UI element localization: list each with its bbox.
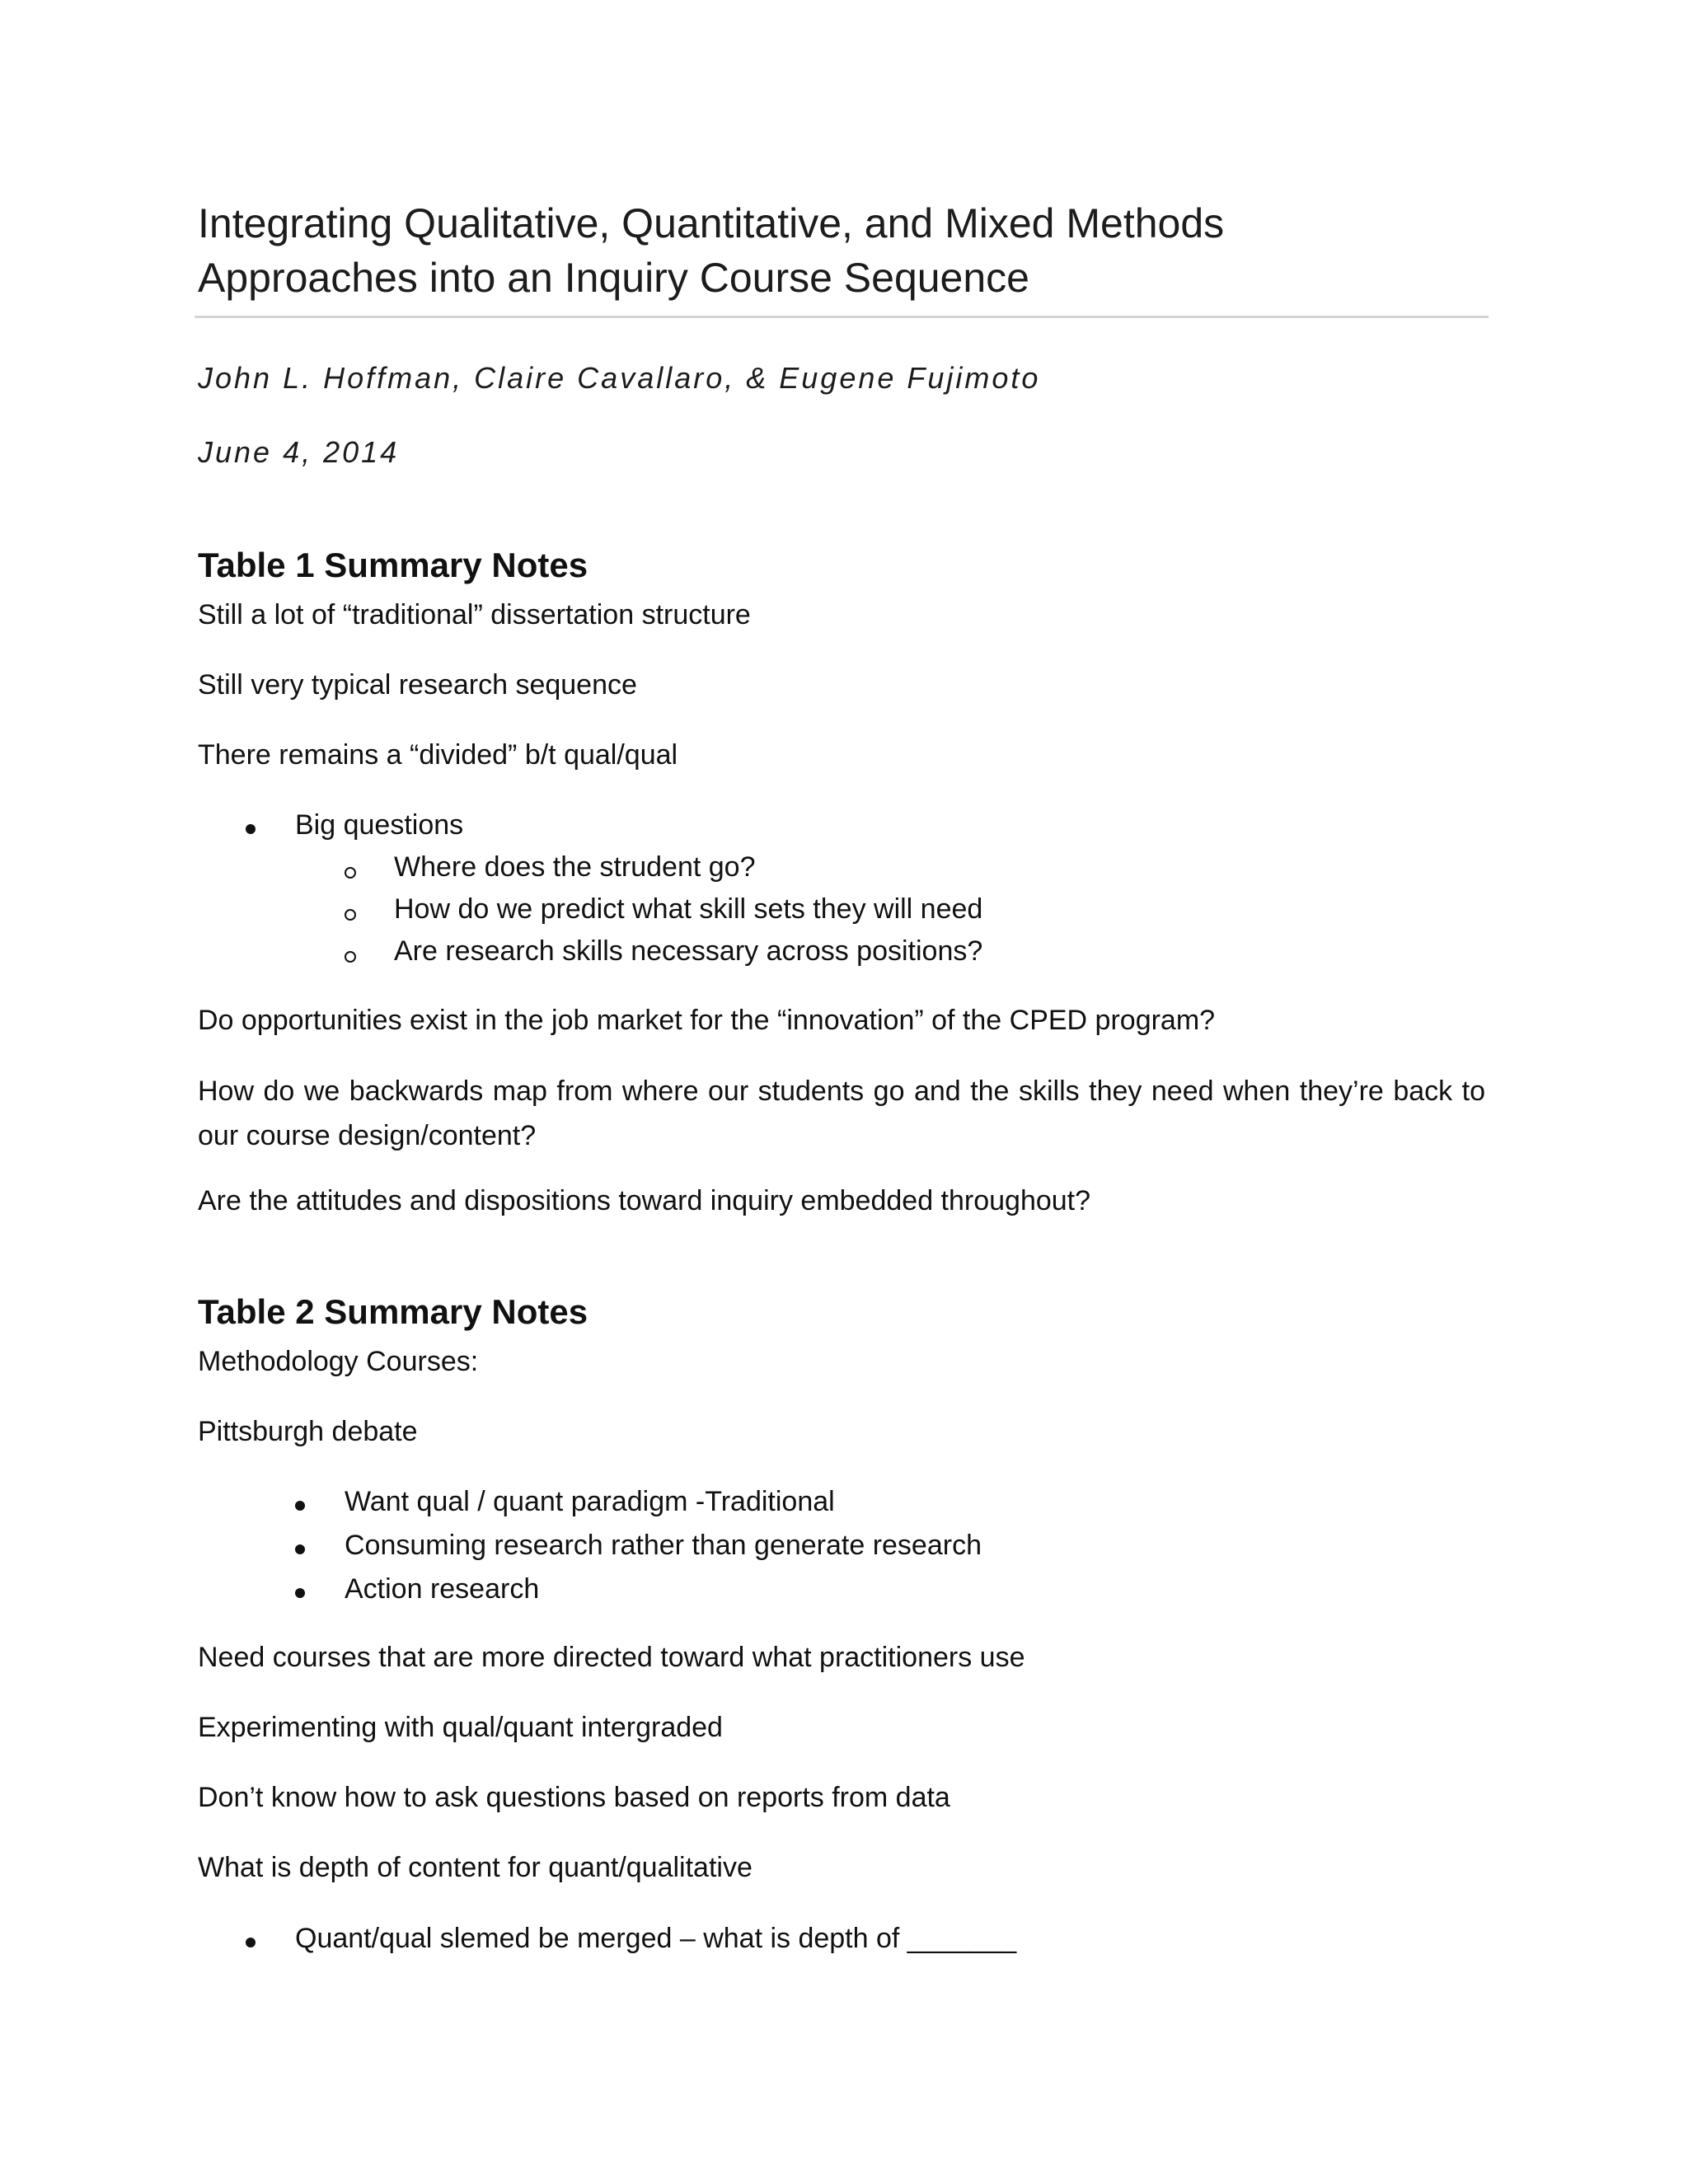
list-item: Quant/qual slemed be merged – what is depth of _______ — [295, 1923, 1017, 1954]
table2-paragraph: Experimenting with qual/quant intergraded — [198, 1712, 723, 1743]
table1-paragraph: How do we backwards map from where our students go and the skills they need when they’re back to our course design/content? — [198, 1076, 1485, 1151]
bullet-circle-icon — [345, 867, 356, 879]
bullet-circle-icon — [345, 951, 356, 963]
list-item: Consuming research rather than generate research — [345, 1530, 982, 1561]
table1-paragraph: There remains a “divided” b/t qual/qual — [198, 739, 678, 771]
table1-paragraph: Still a lot of “traditional” dissertation structure — [198, 599, 751, 630]
bullet-circle-icon — [345, 909, 356, 921]
authors-line: John L. Hoffman, Claire Cavallaro, & Eugene Fujimoto — [198, 361, 1041, 395]
sub-list-item: How do we predict what skill sets they will need — [394, 893, 983, 925]
table1-paragraph: Are the attitudes and dispositions toward inquiry embedded throughout? — [198, 1185, 1091, 1216]
bullet-dot-icon — [295, 1588, 305, 1598]
table2-heading: Table 2 Summary Notes — [198, 1292, 588, 1331]
table2-paragraph: Don’t know how to ask questions based on reports from data — [198, 1782, 950, 1813]
table2-paragraph: Pittsburgh debate — [198, 1416, 418, 1447]
list-item: Action research — [345, 1573, 540, 1605]
sub-list-item: Where does the strudent go? — [394, 851, 756, 883]
table1-heading: Table 1 Summary Notes — [198, 546, 588, 584]
table1-paragraph: Do opportunities exist in the job market for the “innovation” of the CPED program? — [198, 1005, 1216, 1036]
title-divider — [195, 316, 1489, 318]
title-line-2: Approaches into an Inquiry Course Sequence — [198, 255, 1029, 301]
table1-paragraph: Still very typical research sequence — [198, 669, 637, 701]
sub-list-item: Are research skills necessary across positions? — [394, 935, 983, 967]
document-title — [198, 196, 1484, 305]
list-item: Want qual / quant paradigm -Traditional — [345, 1486, 835, 1517]
bullet-dot-icon — [295, 1544, 305, 1554]
title-line-1: Integrating Qualitative, Quantitative, and Mixed Methods — [198, 200, 1225, 246]
table2-paragraph: Need courses that are more directed toward what practitioners use — [198, 1642, 1025, 1673]
bullet-dot-icon — [295, 1501, 305, 1511]
table2-paragraph: What is depth of content for quant/qualitative — [198, 1852, 753, 1883]
bullet-dot-icon — [246, 824, 256, 834]
bullet-dot-icon — [246, 1938, 256, 1947]
table2-paragraph: Methodology Courses: — [198, 1346, 479, 1377]
list-item: Big questions — [295, 809, 464, 841]
date-line: June 4, 2014 — [198, 435, 400, 469]
